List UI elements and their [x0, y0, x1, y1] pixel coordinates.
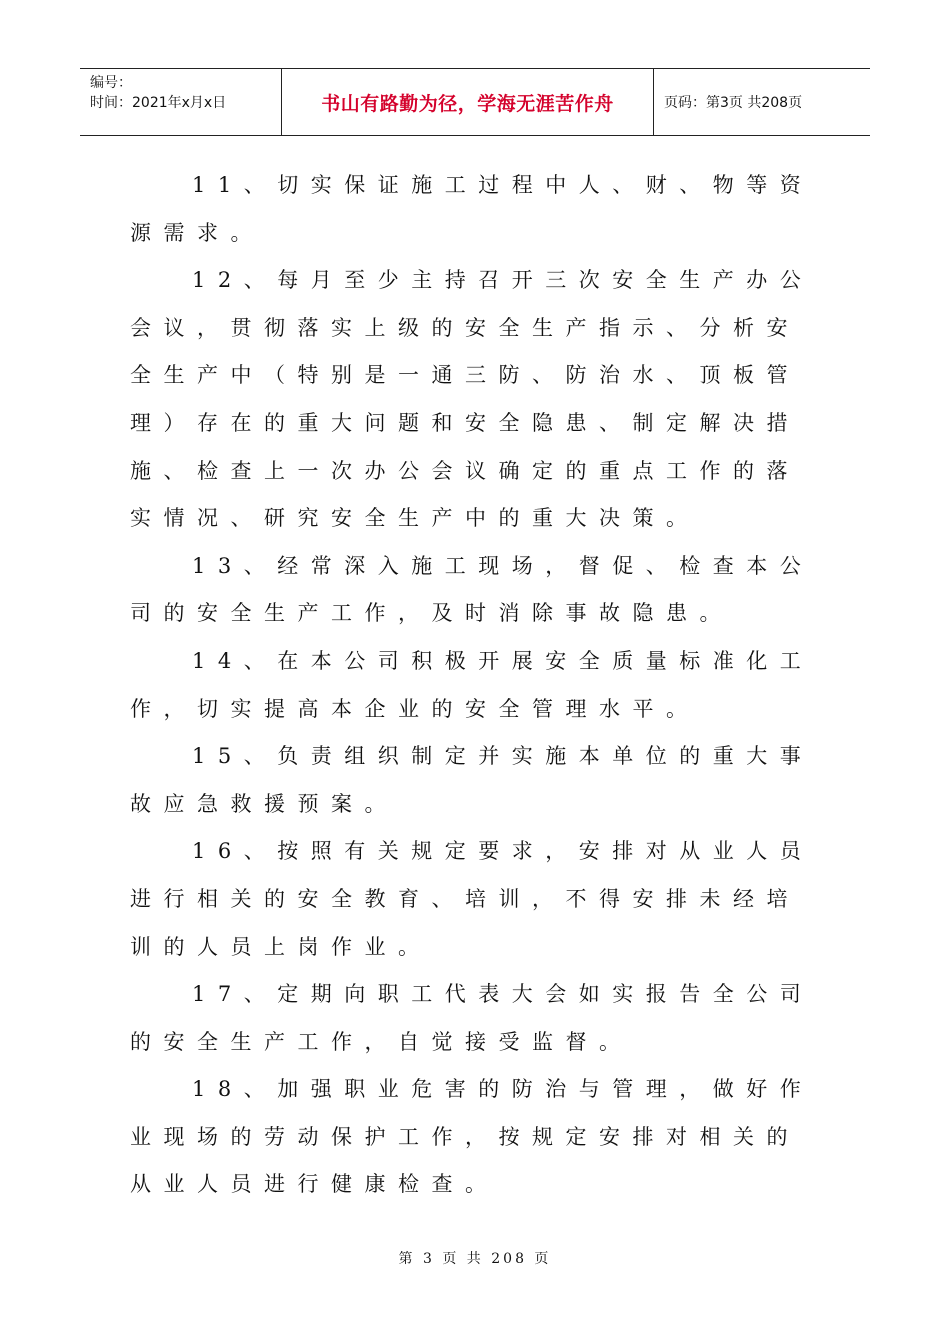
page-header: [80, 68, 870, 136]
paragraph-18: 18、加强职业危害的防治与管理，做好作业现场的劳动保护工作，按规定安排对相关的从业人员进行健康检查。: [130, 1077, 814, 1197]
document-date-label: 时间：2021年x月x日: [90, 95, 227, 111]
document-number-label: 编号：: [90, 75, 132, 91]
header-page-label: 页码：第3页 共208页: [664, 95, 803, 111]
paragraph-17: 17、定期向职工代表大会如实报告全公司的安全生产工作，自觉接受监督。: [130, 982, 814, 1054]
header-motto: 书山有路勤为径，学海无涯苦作舟: [282, 69, 654, 135]
paragraph-12: 12、每月至少主持召开三次安全生产办公会议，贯彻落实上级的安全生产指示、分析安全生产中（特别是一通三防、防治水、顶板管理）存在的重大问题和安全隐患、制定解决措施、检查上一次办公会议确定的重点工作的落实情况、研究安全生产中的重大决策。: [130, 268, 814, 531]
paragraph-13: 13、经常深入施工现场，督促、检查本公司的安全生产工作，及时消除事故隐患。: [130, 553, 814, 626]
paragraph-11: 11、切实保证施工过程中人、财、物等资源需求。: [130, 173, 814, 245]
page-footer: 第 3 页 共 208 页: [398, 1251, 552, 1267]
paragraph-14: 14、在本公司积极开展安全质量标准化工作，切实提高本企业的安全管理水平。: [130, 648, 814, 721]
header-meta: [80, 69, 282, 135]
paragraph-15: 15、负责组织制定并实施本单位的重大事故应急救援预案。: [130, 744, 814, 816]
document-body: [130, 162, 820, 1209]
paragraph-16: 16、按照有关规定要求，安排对从业人员进行相关的安全教育、培训，不得安排未经培训的人员上岗作业。: [130, 839, 814, 959]
